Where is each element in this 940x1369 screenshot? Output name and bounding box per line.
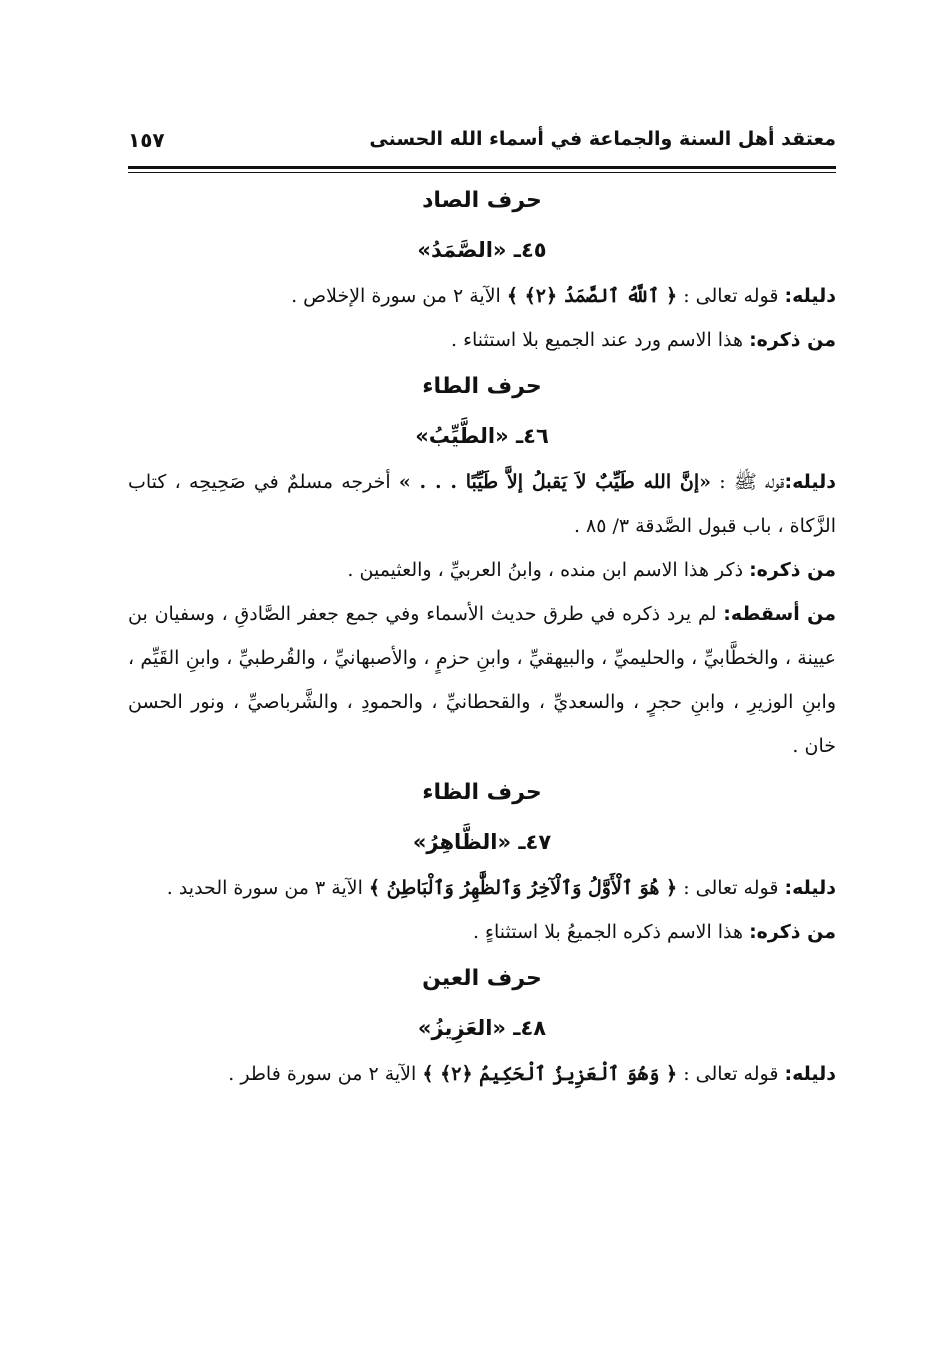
evidence-label: دليله: [784,877,836,899]
hadith-quote: «إنَّ الله طَيِّبٌ لاَ يَقبلُ إلاَّ طَيِّبًا . . . » [398,471,712,493]
quran-quote: ﴿ هُوَ ٱلْأَوَّلُ وَٱلْآخِرُ وَٱلظَّٰهِرُ وَٱلْبَاطِنُ ﴾ [368,877,678,899]
evidence-paragraph-zahir [128,866,836,910]
evidence-intro: قوله تعالى : [677,285,785,307]
evidence-intro: قوله تعالى : [677,1063,785,1085]
evidence-paragraph-samad [128,274,836,318]
name-heading-samad: ٤٥ـ «الصَّمَدُ» [417,238,547,262]
omitted-paragraph-tayyib [128,592,836,768]
mention-text: هذا الاسم ذكره الجميعُ بلا استثناءٍ . [472,921,750,943]
page-body [128,176,836,1096]
section-heading-ta: حرف الطاء [422,374,542,399]
mention-label: من ذكره: [749,559,836,581]
evidence-intro: قوله تعالى : [677,877,785,899]
page-number: ١٥٧ [128,128,165,152]
evidence-intro: قوله ﷺ : [711,471,785,493]
evidence-reference: الآية ٣ من سورة الحديد . [166,877,369,899]
section-heading-ayn: حرف العين [422,966,542,991]
evidence-paragraph-aziz [128,1052,836,1096]
evidence-label: دليله: [784,285,836,307]
running-title: معتقد أهل السنة والجماعة في أسماء الله الحسنى [369,128,836,150]
quran-quote: ﴿ ٱللَّهُ ٱلصَّمَدُ ﴿٢﴾ ﴾ [506,285,678,307]
section-heading-sad: حرف الصاد [422,188,542,213]
quran-quote: ﴿ وَهُوَ ٱلْعَزِيزُ ٱلْحَكِيمُ ﴿٢﴾ ﴾ [422,1063,678,1085]
header-rule-thick [128,166,836,169]
evidence-reference: الآية ٢ من سورة الإخلاص . [291,285,507,307]
omitted-text: لم يرد ذكره في طرق حديث الأسماء وفي جمع جعفر الصَّادقِ ، وسفيان بن عيينة ، والخطَّابيِّ ، والحليميِّ ، والبيهقيِّ ، وابنِ حزمٍ ، والأصبهانيِّ ، والقُرطبيِّ ، وابنِ القَيِّم ، وابنِ الوزيرِ ، وابنِ حجرٍ ، والسعديِّ ، والقحطانيِّ ، والحمودِ ، والشَّرباصيِّ ، ونور الحسن خان . [128,603,836,757]
page-header [128,124,836,164]
name-heading-tayyib: ٤٦ـ «الطَّيِّبُ» [415,424,549,448]
mention-text: هذا الاسم ورد عند الجميع بلا استثناء . [451,329,750,351]
omitted-label: من أسقطه: [723,603,836,625]
evidence-label: دليله: [784,471,837,493]
evidence-label: دليله: [784,1063,836,1085]
evidence-reference: أخرجه مسلمٌ في صَحِيحِه ، كتاب الزَّكاة ، باب قبول الصَّدقة ٣/ ٨٥ . [128,471,836,537]
evidence-paragraph-tayyib [128,460,836,548]
header-rule-thin [128,172,836,173]
mention-label: من ذكره: [749,921,836,943]
evidence-reference: الآية ٢ من سورة فاطر . [228,1063,423,1085]
name-heading-aziz: ٤٨ـ «العَزِيزُ» [417,1016,547,1040]
name-heading-zahir: ٤٧ـ «الظَّاهِرُ» [412,830,552,854]
section-heading-dha: حرف الظاء [422,780,542,805]
mention-text: ذكر هذا الاسم ابن منده ، وابنُ العربيِّ ، والعثيمين . [347,559,750,581]
mention-paragraph-samad [128,318,836,362]
mention-paragraph-tayyib [128,548,836,592]
mention-paragraph-zahir [128,910,836,954]
mention-label: من ذكره: [749,329,836,351]
